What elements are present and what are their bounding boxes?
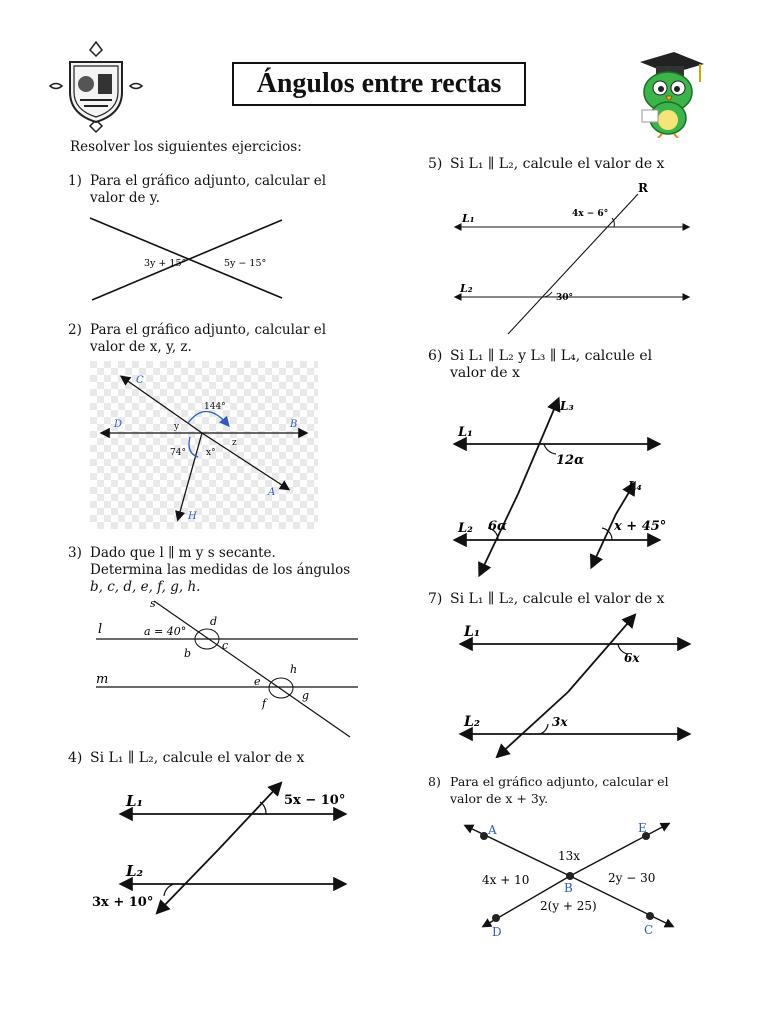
problem-number: 5)	[428, 156, 443, 172]
angle-top-label: 4x − 6°	[572, 209, 609, 219]
point-label-B: B	[564, 881, 573, 895]
problem-number: 6)	[428, 348, 443, 364]
point-label-A: A	[268, 487, 276, 498]
point-label-D: D	[114, 419, 123, 430]
point-label-R: R	[638, 181, 648, 195]
problem-8-statement	[428, 773, 669, 807]
angle-d-label: d	[210, 615, 218, 628]
point-label-C: C	[136, 375, 144, 386]
problem-1-line1: Para el gráfico adjunto, calcular el	[90, 173, 327, 189]
line-label-L2: L₂	[458, 521, 473, 536]
point-label-B: B	[290, 419, 298, 430]
angle-e-label: e	[254, 675, 261, 688]
problem-7-text: Si L₁ ∥ L₂, calcule el valor de x	[450, 591, 665, 607]
line-label-L1: L₁	[464, 624, 480, 640]
line-label-L1: L₁	[462, 212, 475, 225]
angle-a-label: a = 40°	[144, 625, 187, 638]
angle-y-label: y	[174, 422, 180, 432]
angle-top-label: 5x − 10°	[284, 793, 346, 808]
line-label-m: m	[96, 672, 109, 687]
problem-2-figure	[90, 361, 318, 529]
problem-8-line1: Para el gráfico adjunto, calcular el	[450, 774, 669, 789]
angle-right-label: 2y − 30	[608, 871, 656, 885]
line-label-L4: L₄	[628, 479, 642, 493]
problem-3-figure	[88, 593, 362, 743]
problem-8-line2: valor de x + 3y.	[450, 791, 549, 806]
angle-bottom-label: 3x + 10°	[92, 895, 154, 910]
line-label-L2: L₂	[126, 862, 144, 880]
graduate-parrot-icon	[622, 50, 708, 138]
angle-x45-label: x + 45°	[614, 519, 667, 534]
problem-6-statement	[428, 348, 652, 382]
problem-6-line2: valor de x	[450, 365, 520, 381]
problem-7-statement	[428, 591, 664, 608]
problem-2-line1: Para el gráfico adjunto, calcular el	[90, 322, 327, 338]
problem-6-line1: Si L₁ ∥ L₂ y L₃ ∥ L₄, calcule el	[450, 348, 653, 364]
angle-g-label: g	[302, 689, 310, 702]
problem-8-figure	[460, 820, 688, 940]
problem-5-figure	[452, 180, 698, 340]
angle-bottom-label: 2(y + 25)	[540, 899, 597, 913]
page-title: Ángulos entre rectas	[232, 62, 526, 106]
problem-2-line2: valor de x, y, z.	[90, 339, 192, 355]
point-label-H: H	[188, 511, 197, 522]
problem-number: 2)	[68, 322, 82, 338]
line-label-L1: L₁	[458, 425, 473, 440]
problem-3-line3: b, c, d, e, f, g, h.	[90, 579, 201, 595]
angle-f-label: f	[262, 697, 267, 710]
angle-bottom-label: 30°	[556, 293, 574, 303]
angle-12a-label: 12α	[556, 453, 585, 468]
angle-bottom-label: 3x	[552, 715, 568, 729]
problem-1-line2: valor de y.	[90, 190, 160, 206]
problem-6-figure	[452, 394, 672, 580]
line-label-L3: L₃	[560, 399, 574, 413]
problem-5-text: Si L₁ ∥ L₂, calcule el valor de x	[450, 156, 665, 172]
problem-3-line1: Dado que l ∥ m y s secante.	[90, 545, 276, 561]
point-label-D: D	[492, 925, 502, 939]
angle-top-label: 6x	[624, 651, 640, 665]
line-label-L2: L₂	[460, 282, 473, 295]
angle-6a-label: 6α	[488, 519, 508, 534]
point-label-A: A	[488, 823, 497, 837]
problem-number: 8)	[428, 774, 441, 789]
problem-4-text: Si L₁ ∥ L₂, calcule el valor de x	[90, 750, 305, 766]
problem-7-figure	[458, 612, 694, 758]
point-label-E: E	[638, 821, 647, 835]
problem-number: 7)	[428, 591, 443, 607]
instructions-text: Resolver los siguientes ejercicios:	[70, 139, 302, 155]
angle-74-label: 74°	[170, 448, 186, 458]
line-label-L2: L₂	[464, 714, 480, 730]
problem-4-statement	[68, 750, 304, 767]
school-crest-icon	[44, 38, 148, 134]
problem-2-statement	[68, 322, 326, 356]
problem-1-statement	[68, 173, 326, 207]
angle-c-label: c	[222, 639, 229, 652]
problem-number: 4)	[68, 750, 83, 766]
point-label-C: C	[644, 923, 654, 937]
problem-5-statement	[428, 156, 664, 173]
angle-z-label: z	[232, 438, 237, 448]
problem-3-statement	[68, 545, 350, 596]
problem-number: 3)	[68, 545, 82, 561]
angle-144-label: 144°	[204, 402, 226, 412]
angle-top-label: 13x	[558, 849, 581, 863]
problem-3-line2: Determina las medidas de los ángulos	[90, 562, 351, 578]
line-label-L1: L₁	[126, 792, 144, 810]
angle-left-label: 4x + 10	[482, 873, 530, 887]
angle-label-right: 5y − 15°	[224, 258, 267, 269]
angle-label-left: 3y + 15°	[144, 258, 187, 269]
angle-b-label: b	[184, 647, 192, 660]
angle-x-label: x°	[206, 448, 216, 458]
line-label-s: s	[150, 597, 156, 610]
problem-4-figure	[88, 778, 358, 918]
problem-1-figure	[86, 212, 286, 304]
line-label-l: l	[98, 622, 103, 637]
angle-h-label: h	[290, 663, 298, 676]
problem-number: 1)	[68, 173, 82, 189]
